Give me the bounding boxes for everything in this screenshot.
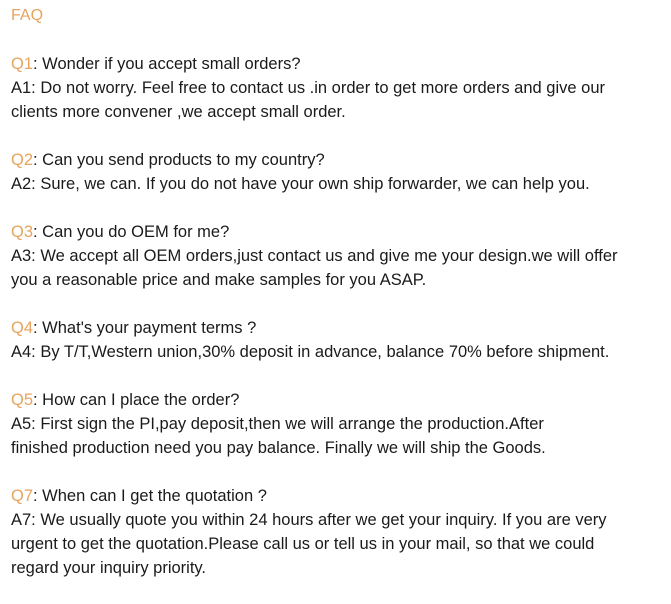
question-text: : When can I get the quotation ? <box>33 487 267 505</box>
faq-question <box>11 52 666 76</box>
answer-line: A7: We usually quote you within 24 hours after we get your inquiry. If you are very <box>11 511 607 529</box>
question-text: : Wonder if you accept small orders? <box>33 55 301 73</box>
faq-item <box>11 484 666 580</box>
answer-line: A1: Do not worry. Feel free to contact us .in order to get more orders and give our <box>11 79 605 97</box>
faq-list <box>11 52 666 580</box>
answer-line: you a reasonable price and make samples for you ASAP. <box>11 271 427 289</box>
answer-line: A3: We accept all OEM orders,just contact us and give me your design.we will offer <box>11 247 618 265</box>
answer-line: A4: By T/T,Western union,30% deposit in advance, balance 70% before shipment. <box>11 343 610 361</box>
question-text: : What's your payment terms ? <box>33 319 257 337</box>
faq-question <box>11 388 666 412</box>
faq-item <box>11 316 666 364</box>
faq-question <box>11 148 666 172</box>
question-text: : How can I place the order? <box>33 391 240 409</box>
answer-line: A5: First sign the PI,pay deposit,then we will arrange the production.After <box>11 415 544 433</box>
question-label: Q2 <box>11 151 34 169</box>
faq-question <box>11 220 666 244</box>
faq-item <box>11 388 666 460</box>
answer-line: clients more convener ,we accept small order. <box>11 103 346 121</box>
faq-item <box>11 148 666 196</box>
answer-line: finished production need you pay balance. Finally we will ship the Goods. <box>11 439 546 457</box>
faq-question <box>11 316 666 340</box>
faq-question <box>11 484 666 508</box>
answer-line: urgent to get the quotation.Please call us or tell us in your mail, so that we could <box>11 535 595 553</box>
faq-item <box>11 220 666 292</box>
faq-item <box>11 52 666 124</box>
answer-line: regard your inquiry priority. <box>11 559 207 577</box>
question-label: Q7 <box>11 487 34 505</box>
question-text: : Can you send products to my country? <box>33 151 325 169</box>
faq-title: FAQ <box>11 7 44 24</box>
question-label: Q4 <box>11 319 34 337</box>
question-label: Q5 <box>11 391 34 409</box>
faq-document <box>11 4 666 604</box>
question-text: : Can you do OEM for me? <box>33 223 230 241</box>
question-label: Q1 <box>11 55 34 73</box>
answer-line: A2: Sure, we can. If you do not have your own ship forwarder, we can help you. <box>11 175 590 193</box>
question-label: Q3 <box>11 223 34 241</box>
